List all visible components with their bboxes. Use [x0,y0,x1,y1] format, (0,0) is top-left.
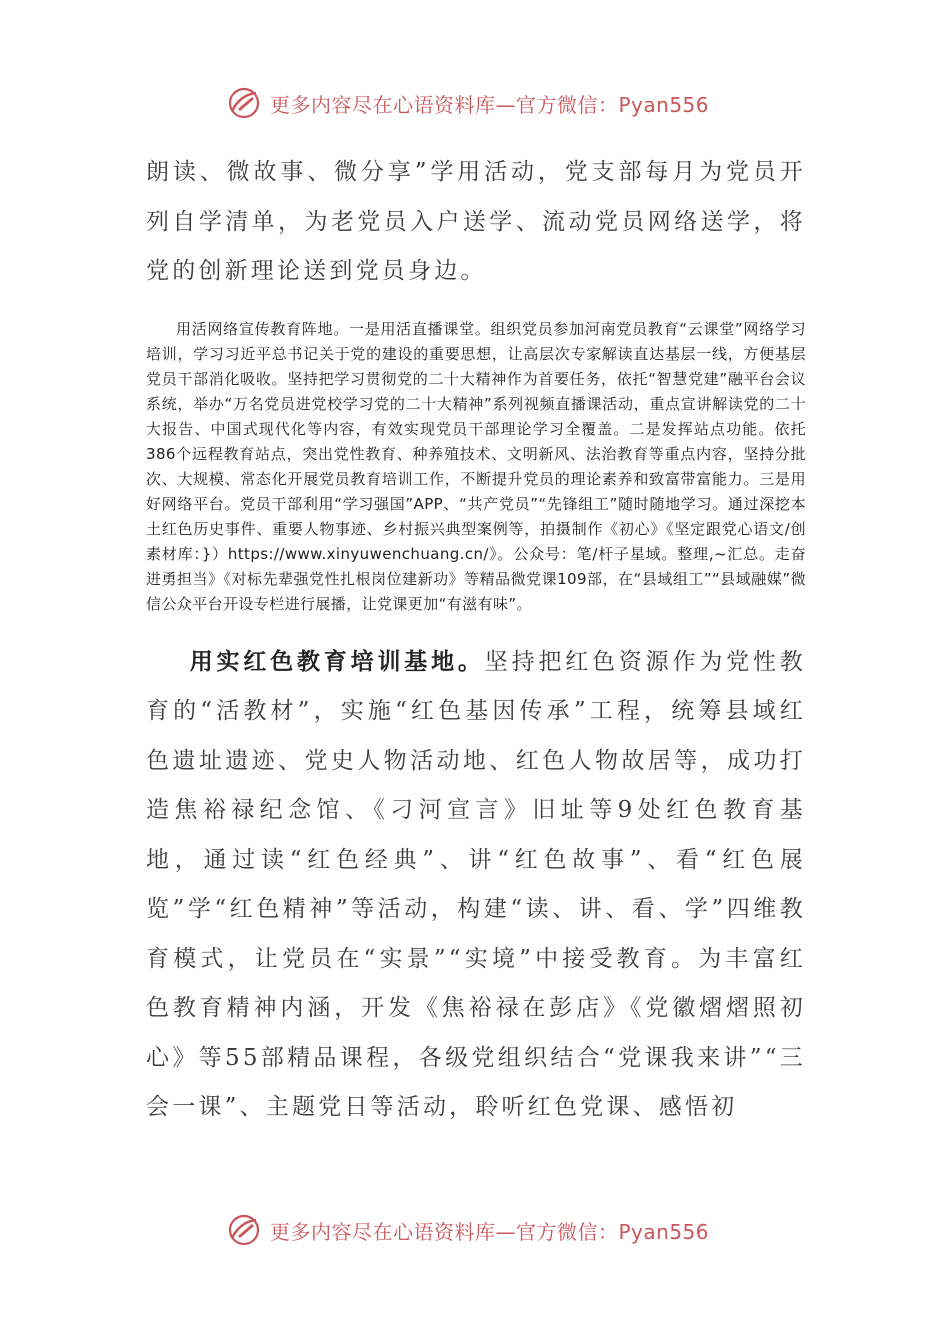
pen-logo-icon [226,85,262,121]
header-banner [226,83,709,123]
footer-banner [226,1210,709,1250]
footer-banner-text: 更多内容尽在心语资料库—官方微信：Pyan556 [270,1219,710,1244]
paragraph-continuation: 朗读、微故事、微分享”学用活动，党支部每月为党员开列自学清单，为老党员入户送学、流动党员网络送学，将党的创新理论送到党员身边。 [146,159,806,284]
header-banner-text: 更多内容尽在心语资料库—官方微信：Pyan556 [270,92,710,117]
paragraph-network-education: 用活网络宣传教育阵地。一是用活直播课堂。组织党员参加河南党员教育“云课堂”网络学习培训，学习习近平总书记关于党的建设的重要思想，让高层次专家解读直达基层一线，方便基层党员干部消化吸收。坚持把学习贯彻党的二十大精神作为首要任务，依托“智慧党建”融平台会议系统，举办“万名党员进党校学习党的二十大精神”系列视频直播课活动，重点宣讲解读党的二十大报告、中国式现代化等内容，有效实现党员干部理论学习全覆盖。二是发挥站点功能。依托386个远程教育站点，突出党性教育、种养殖技术、文明新风、法治教育等重点内容，坚持分批次、大规模、常态化开展党员教育培训工作，不断提升党员的理论素养和致富带富能力。三是用好网络平台。党员干部利用“学习强国”APP、“共产党员”“先锋组工”随时随地学习。通过深挖本土红色历史事件、重要人物事迹、乡村振兴典型案例等，拍摄制作《初心》《坚定跟党心语文/创素材库：}）https://www.xinyuwenchuang.cn/》。公众号：笔/杆子星域。整理,~汇总。走奋进勇担当》《对标先辈强党性扎根岗位建新功》等精品微党课109部，在“县域组工”“县域融媒”微信公众平台开设专栏进行展播，让党课更加“有滋有味”。 [146,319,806,613]
pen-logo-icon [226,1212,262,1248]
document-body [146,148,806,1133]
paragraph-red-education-body: 坚持把红色资源作为党性教育的“活教材”，实施“红色基因传承”工程，统筹县域红色遗址遗迹、党史人物活动地、红色人物故居等，成功打造焦裕禄纪念馆、《刁河宣言》旧址等9处红色教育基地，通过读“红色经典”、讲“红色故事”、看“红色展览”学“红色精神”等活动，构建“读、讲、看、学”四维教育模式，让党员在“实景”“实境”中接受教育。为丰富红色教育精神内涵，开发《焦裕禄在彭店》《党徽熠熠照初心》等55部精品课程，各级党组织结合“党课我来讲”“三会一课”、主题党日等活动，聆听红色党课、感悟初 [146,648,807,1120]
paragraph-red-education [146,637,806,1133]
paragraph-lead-heading: 用实红色教育培训基地。 [189,647,485,675]
